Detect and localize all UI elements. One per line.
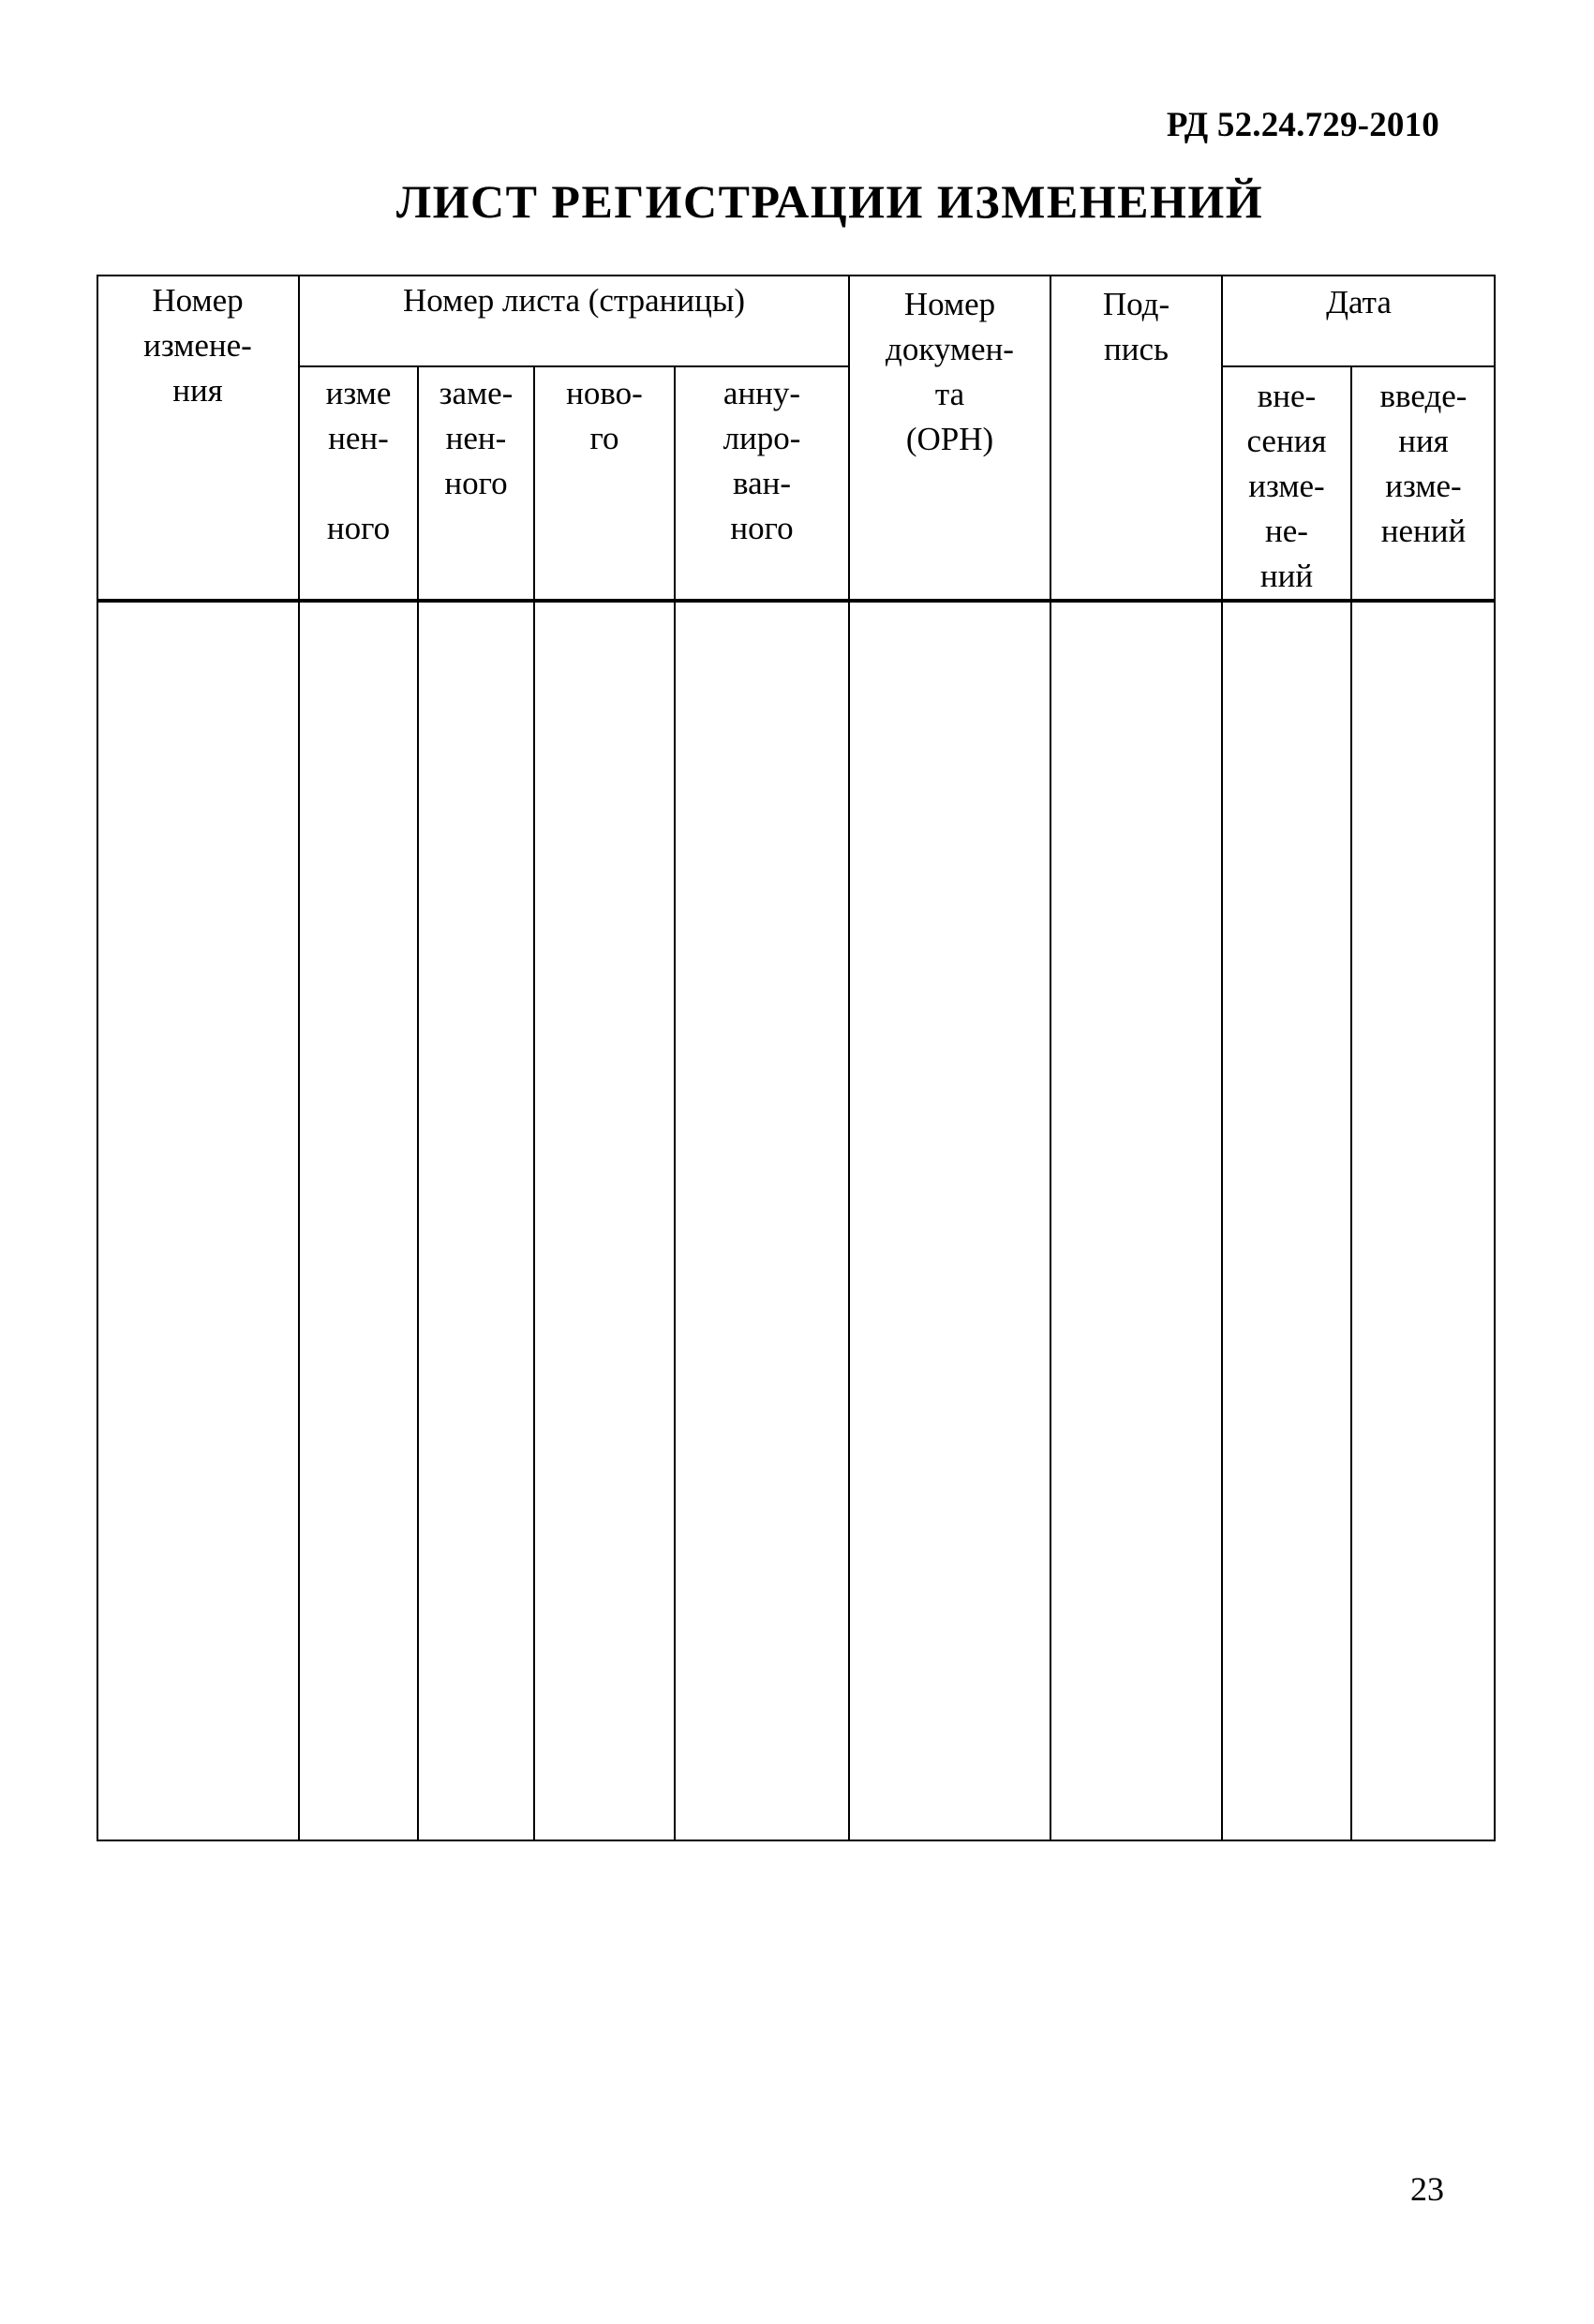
header-date-entry: вне- сения изме- не- ний	[1246, 378, 1327, 594]
page-number: 23	[1410, 2170, 1444, 2208]
header-sheet-number: Номер листа (страницы)	[402, 282, 746, 319]
header-date-effective: введе- ния изме- нений	[1379, 378, 1467, 549]
header-replaced-sheet: заме- нен- ного	[439, 375, 514, 501]
document-id: РД 52.24.729-2010	[1166, 106, 1439, 144]
header-changed-sheet: изме нен- ного	[325, 375, 392, 546]
table-body	[97, 603, 1496, 1840]
header-new-sheet: ново- го	[566, 375, 643, 456]
header-date: Дата	[1326, 284, 1392, 320]
change-registration-table	[97, 275, 1496, 1841]
header-annulled-sheet: анну- лиро- ван- ного	[723, 375, 801, 546]
header-change-number: Номер измене- ния	[143, 282, 252, 409]
page-title: ЛИСТ РЕГИСТРАЦИИ ИЗМЕНЕНИЙ	[395, 175, 1264, 228]
header-document-number: Номер докумен- та (ОРН)	[886, 286, 1014, 457]
header-signature: Под- пись	[1102, 286, 1170, 367]
